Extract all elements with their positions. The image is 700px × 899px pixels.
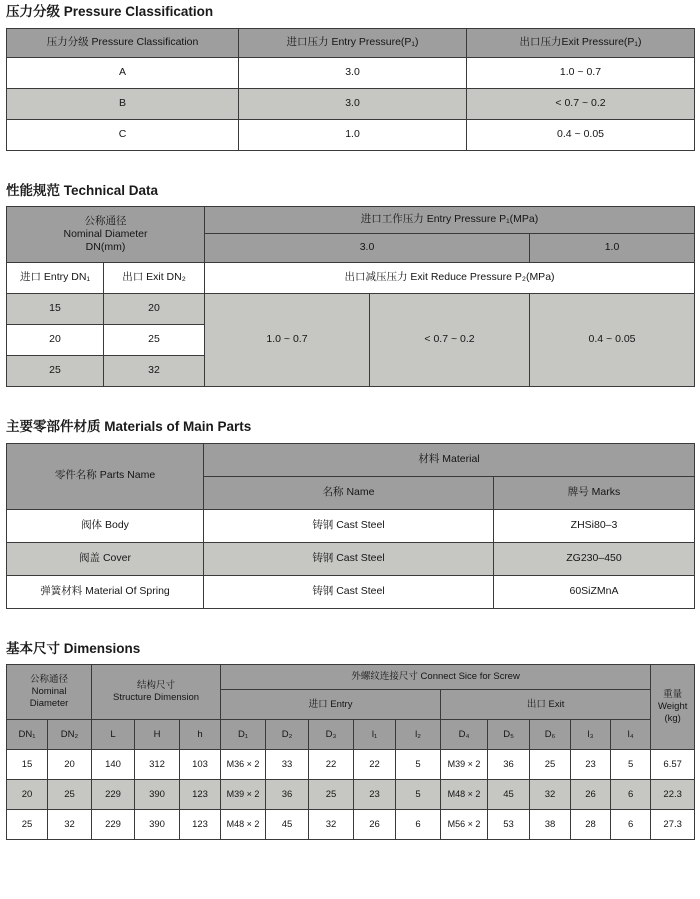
- table-header-row: [7, 443, 695, 476]
- section-title-materials: [6, 420, 694, 434]
- cell-dn2: 25: [48, 780, 92, 810]
- group-header-weight: [651, 665, 695, 750]
- cell-D5: 53: [488, 810, 530, 840]
- section-title-en: Technical Data: [63, 182, 159, 198]
- cell-material-name: 铸钢 Cast Steel: [204, 575, 494, 608]
- cell-exit-pressure: 1.0 ~ 0.7: [467, 57, 695, 88]
- cell-p2-range-2: < 0.7 ~ 0.2: [370, 294, 530, 387]
- table-row: [7, 88, 695, 119]
- cell-H: 390: [135, 780, 180, 810]
- table-row: [7, 780, 695, 810]
- cell-l3: 28: [571, 810, 611, 840]
- cell-part-name: 弹簧材料 Material Of Spring: [7, 575, 204, 608]
- table-row: [7, 57, 695, 88]
- cell-D4: M48 × 2: [441, 780, 488, 810]
- col-header-D4: D₄: [441, 720, 488, 750]
- cell-l3: 26: [571, 780, 611, 810]
- cell-D4: M56 × 2: [441, 810, 488, 840]
- section-title-cn: 基本尺寸: [6, 640, 64, 656]
- table-row: [7, 750, 695, 780]
- section-pressure-classification: [6, 5, 694, 151]
- table-subheader-row: [7, 263, 695, 294]
- col-header-exit-dn2: 出口 Exit DN₂: [104, 263, 205, 294]
- section-technical-data: [6, 184, 694, 388]
- cell-class: B: [7, 88, 239, 119]
- structure-cn: 结构尺寸: [137, 680, 176, 692]
- cell-entry-pressure-1-0: 1.0: [530, 234, 695, 263]
- cell-p2-range-3: 0.4 ~ 0.05: [530, 294, 695, 387]
- col-header-nominal-diameter: [7, 207, 205, 263]
- cell-dn2: 25: [104, 325, 205, 356]
- col-header-exit-pressure: 出口压力Exit Pressure(P₁): [467, 28, 695, 57]
- cell-H: 390: [135, 810, 180, 840]
- cell-D5: 45: [488, 780, 530, 810]
- section-title-cn: 性能规范: [6, 182, 64, 198]
- col-header-l4: l₄: [611, 720, 651, 750]
- cell-weight: 27.3: [651, 810, 695, 840]
- table-row: [7, 119, 695, 150]
- col-header-entry-pressure: 进口压力 Entry Pressure(P₁): [239, 28, 467, 57]
- cell-l4: 6: [611, 810, 651, 840]
- cell-D1: M36 × 2: [221, 750, 266, 780]
- group-header-exit: 出口 Exit: [441, 690, 651, 720]
- cell-D1: M48 × 2: [221, 810, 266, 840]
- cell-H: 312: [135, 750, 180, 780]
- nominal-diameter-unit: DN(mm): [85, 241, 126, 254]
- group-header-structure-dimension: [92, 665, 221, 720]
- col-header-material: 材料 Material: [204, 443, 695, 476]
- section-title-en: Materials of Main Parts: [104, 419, 252, 434]
- cell-l1: 26: [354, 810, 396, 840]
- col-header-D5: D₅: [488, 720, 530, 750]
- col-header-exit-reduce-pressure: 出口减压压力 Exit Reduce Pressure P₂(MPa): [205, 263, 695, 294]
- cell-exit-pressure: < 0.7 ~ 0.2: [467, 88, 695, 119]
- technical-data-table: [6, 206, 695, 387]
- cell-part-name: 阀体 Body: [7, 509, 204, 542]
- col-header-L: L: [92, 720, 135, 750]
- cell-L: 229: [92, 810, 135, 840]
- pressure-classification-table: [6, 28, 695, 151]
- weight-cn: 重量: [663, 689, 683, 701]
- cell-D6: 32: [530, 780, 571, 810]
- col-header-l1: l₁: [354, 720, 396, 750]
- col-header-D2: D₂: [266, 720, 309, 750]
- col-header-dn2: DN₂: [48, 720, 92, 750]
- cell-dn1: 25: [7, 356, 104, 387]
- col-header-l3: l₃: [571, 720, 611, 750]
- cell-material-mark: ZHSi80–3: [494, 509, 695, 542]
- cell-entry-pressure-3-0: 3.0: [205, 234, 530, 263]
- cell-L: 140: [92, 750, 135, 780]
- cell-L: 229: [92, 780, 135, 810]
- weight-unit: (kg): [664, 712, 681, 724]
- section-title-dimensions: [6, 642, 694, 656]
- cell-dn1: 15: [7, 750, 48, 780]
- table-header-row-1: [7, 665, 695, 690]
- cell-dn2: 20: [48, 750, 92, 780]
- cell-class: C: [7, 119, 239, 150]
- cell-l1: 23: [354, 780, 396, 810]
- cell-dn1: 15: [7, 294, 104, 325]
- cell-l4: 6: [611, 780, 651, 810]
- col-header-dn1: DN₁: [7, 720, 48, 750]
- nominal-diameter-en: Nominal Diameter: [63, 227, 148, 240]
- materials-table: [6, 443, 695, 609]
- cell-entry-pressure: 1.0: [239, 119, 467, 150]
- cell-h: 123: [180, 810, 221, 840]
- cell-dn2: 20: [104, 294, 205, 325]
- section-materials-of-main-parts: [6, 420, 694, 609]
- col-header-D1: D₁: [221, 720, 266, 750]
- cell-l2: 6: [396, 810, 441, 840]
- cell-entry-pressure: 3.0: [239, 88, 467, 119]
- cell-D5: 36: [488, 750, 530, 780]
- table-row: [7, 542, 695, 575]
- cell-D6: 38: [530, 810, 571, 840]
- cell-l4: 5: [611, 750, 651, 780]
- col-header-class: 压力分级 Pressure Classification: [7, 28, 239, 57]
- section-dimensions: [6, 642, 694, 841]
- cell-l3: 23: [571, 750, 611, 780]
- cell-part-name: 阀盖 Cover: [7, 542, 204, 575]
- col-header-D3: D₃: [309, 720, 354, 750]
- col-header-l2: l₂: [396, 720, 441, 750]
- cell-material-mark: 60SiZMnA: [494, 575, 695, 608]
- cell-material-name: 铸钢 Cast Steel: [204, 509, 494, 542]
- weight-en: Weight: [657, 701, 688, 713]
- group-header-entry: 进口 Entry: [221, 690, 441, 720]
- cell-dn1: 20: [7, 325, 104, 356]
- table-row: [7, 575, 695, 608]
- cell-weight: 22.3: [651, 780, 695, 810]
- nominal-en1: Nominal: [31, 686, 67, 698]
- table-header-row: [7, 28, 695, 57]
- section-title-pressure-classification: [6, 5, 694, 19]
- section-title-technical-data: [6, 184, 694, 198]
- cell-D6: 25: [530, 750, 571, 780]
- section-title-cn: 压力分级: [6, 4, 64, 19]
- section-title-en: Dimensions: [63, 640, 141, 656]
- cell-D3: 22: [309, 750, 354, 780]
- dimensions-table: [6, 664, 695, 840]
- nominal-en2: Diameter: [29, 697, 69, 709]
- cell-p2-range-1: 1.0 ~ 0.7: [205, 294, 370, 387]
- table-row: [7, 294, 695, 325]
- cell-material-mark: ZG230–450: [494, 542, 695, 575]
- col-header-name: 名称 Name: [204, 476, 494, 509]
- structure-en: Structure Dimension: [113, 692, 200, 703]
- table-row: [7, 509, 695, 542]
- cell-l1: 22: [354, 750, 396, 780]
- table-row: [7, 810, 695, 840]
- nominal-cn: 公称通径: [30, 674, 69, 686]
- cell-D2: 33: [266, 750, 309, 780]
- section-title-en: Pressure Classification: [63, 4, 214, 19]
- cell-h: 123: [180, 780, 221, 810]
- cell-dn2: 32: [104, 356, 205, 387]
- spec-sheet-page: [0, 5, 700, 899]
- col-header-D6: D₆: [530, 720, 571, 750]
- cell-material-name: 铸钢 Cast Steel: [204, 542, 494, 575]
- cell-l2: 5: [396, 750, 441, 780]
- cell-dn2: 32: [48, 810, 92, 840]
- cell-class: A: [7, 57, 239, 88]
- cell-l2: 5: [396, 780, 441, 810]
- group-header-nominal-diameter: [7, 665, 92, 720]
- col-header-entry-dn1: 进口 Entry DN₁: [7, 263, 104, 294]
- cell-h: 103: [180, 750, 221, 780]
- table-header-row-3: [7, 720, 695, 750]
- cell-D2: 45: [266, 810, 309, 840]
- cell-dn1: 25: [7, 810, 48, 840]
- cell-dn1: 20: [7, 780, 48, 810]
- cell-entry-pressure: 3.0: [239, 57, 467, 88]
- cell-D3: 32: [309, 810, 354, 840]
- table-header-row: [7, 207, 695, 234]
- cell-weight: 6.57: [651, 750, 695, 780]
- cell-D4: M39 × 2: [441, 750, 488, 780]
- col-header-marks: 牌号 Marks: [494, 476, 695, 509]
- col-header-H: H: [135, 720, 180, 750]
- section-title-cn: 主要零部件材质: [6, 419, 105, 434]
- group-header-connect-size-for-screw: 外螺纹连接尺寸 Connect Sice for Screw: [221, 665, 651, 690]
- col-header-entry-working-pressure: 进口工作压力 Entry Pressure P₁(MPa): [205, 207, 695, 234]
- cell-D3: 25: [309, 780, 354, 810]
- cell-D1: M39 × 2: [221, 780, 266, 810]
- col-header-parts-name: 零件名称 Parts Name: [7, 443, 204, 509]
- cell-D2: 36: [266, 780, 309, 810]
- col-header-h: h: [180, 720, 221, 750]
- cell-exit-pressure: 0.4 ~ 0.05: [467, 119, 695, 150]
- nominal-diameter-cn: 公称通径: [84, 214, 127, 227]
